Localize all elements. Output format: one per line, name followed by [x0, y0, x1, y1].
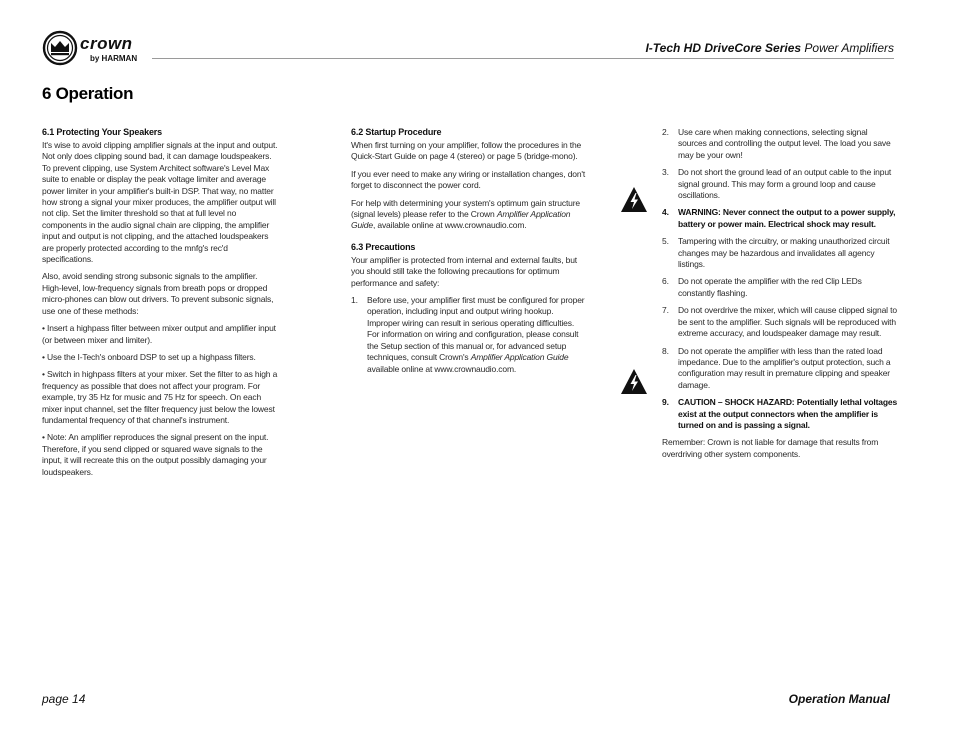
item-text: Do not operate the amplifier with the red Clip LEDs constantly flashing. [678, 276, 862, 298]
item-number: 2. [662, 127, 669, 137]
bullet-item: • Insert a highpass filter between mixer output and amplifier input (or between mixer and limiter). [42, 323, 276, 345]
precaution-item [662, 305, 898, 339]
paragraph: If you ever need to make any wiring or installation changes, don't forget to disconnect the power cord. [351, 168, 586, 191]
item-text: Tampering with the circuitry, or making unauthorized circuit changes may be hazardous and invalidates all agency listings. [678, 236, 890, 270]
manual-title: Operation Manual [788, 692, 890, 706]
item-text [367, 295, 588, 375]
text-run: , available online at www.crownaudio.com. [372, 220, 527, 231]
electric-shock-warning-icon [620, 186, 648, 214]
item-number: 1. [351, 295, 358, 306]
brand-byline: by HARMAN [90, 54, 138, 63]
item-number: 6. [662, 276, 669, 287]
text-run: available online at www.crownaudio.com. [367, 363, 517, 374]
bullet-item: • Switch in highpass filters at your mixer. Set the filter to as high a frequency as possible that does not affect your program. For example, try 35 Hz for music and 75 Hz for speech. On each mixer input channel, set the filter frequency just below the lowest fundamental frequency of that channel's instrument. [42, 369, 278, 425]
item-number: 5. [662, 236, 669, 247]
item-text: Do not short the ground lead of an output cable to the input signal ground. This may form a ground loop and cause oscillations. [678, 167, 892, 201]
item-text: Do not overdrive the mixer, which will cause clipped signal to be sent to the amplifier. Such signals will be reproduced with extreme accuracy, and loudspeaker damage may result. [678, 305, 897, 339]
precaution-item [662, 276, 898, 299]
brand-wordmark: crown [80, 34, 133, 53]
page-number: page 14 [42, 692, 86, 706]
bullet-item: • Note: An amplifier reproduces the signal present on the input. Therefore, if you send clipped or squared wave signals to the input, it will recreate this on the output possibly damaging your loudspeakers. [42, 432, 269, 477]
section-heading: 6.1 Protecting Your Speakers [42, 127, 163, 137]
guide-title: Amplifier Application Guide [351, 209, 571, 231]
item-number: 8. [662, 345, 669, 356]
paragraph: When first turning on your amplifier, follow the procedures in the Quick-Start Guide on page 4 (stereo) or page 5 (bridge-mono). [351, 140, 582, 162]
precaution-item [351, 295, 588, 375]
paragraph: Also, avoid sending strong subsonic signals to the amplifier. High-level, low-frequency signals from breath pops or dropped micro-phones can blow out drivers. To prevent subsonic signals, use one of these methods: [42, 271, 274, 316]
item-text: Use care when making connections, selecting signal sources and controlling the output level. The load you save may be your own! [678, 127, 891, 160]
warning-item [662, 207, 898, 230]
column-startup-precautions [351, 127, 588, 381]
section-heading: 6.3 Precautions [351, 241, 416, 252]
column-precautions-continued [662, 127, 898, 466]
bullet-item: • Use the I-Tech's onboard DSP to set up a highpass filters. [42, 351, 256, 362]
precaution-item [662, 127, 898, 161]
column-protecting-speakers [42, 127, 278, 484]
item-number: 4. [662, 207, 669, 218]
page-title: 6 Operation [42, 84, 134, 103]
section-heading: 6.2 Startup Procedure [351, 127, 442, 137]
precaution-item [662, 167, 898, 201]
header-divider [152, 58, 894, 59]
precaution-item [662, 236, 898, 270]
paragraph [351, 198, 588, 232]
item-text: Do not operate the amplifier with less than the rated load impedance. Due to the amplifier's output protection, such a configuration may result in premature clipping and speaker damage. [678, 345, 891, 390]
precaution-item [662, 346, 898, 392]
series-suffix: Power Amplifiers [801, 41, 894, 55]
caution-item [662, 397, 898, 431]
paragraph: Your amplifier is protected from internal and external faults, but you should still take the following precautions for optimum performance and safety: [351, 254, 578, 288]
guide-title: Amplifier Application Guide [470, 352, 569, 363]
text-run: Before use, your amplifier first must be configured for proper operation, including input and output wiring hookup. Improper wiring can result in serious operating difficulties. For information on wiring and configuration, please consult the Setup section of this manual or, for advanced setup techniques, consult Crown's [367, 295, 585, 363]
item-number: 7. [662, 305, 669, 316]
electric-shock-warning-icon [620, 368, 648, 396]
remember-note: Remember: Crown is not liable for damage that results from overdriving other system components. [662, 437, 879, 459]
item-text: CAUTION – SHOCK HAZARD: Potentially lethal voltages exist at the output connectors when the amplifier is turned on and is passing a signal. [678, 397, 898, 430]
paragraph: It's wise to avoid clipping amplifier signals at the input and output. Not only does clipping sound bad, it can damage loudspeakers. To prevent clipping, use System Architect software's Level Max suite to enable or display the peak voltage limiter and average power limiter in your amplifier's built-in DSP. That way, no matter how strong a signal your mixer produces, the amplifier output will not clip. Set the limiter threshold so that at full level no components in the audio signal chain are clipping, the amplifier input and output is not clipping, and the attached loudspeakers are properly protected according to the mnfg's rec'd specifications. [42, 140, 278, 265]
text-run: For help with determining your system's optimum gain structure (signal levels) please refer to the Crown [351, 197, 580, 220]
series-name: I-Tech HD DriveCore Series [645, 41, 802, 55]
item-text: WARNING: Never connect the output to a power supply, battery or power main. Electrical shock may result. [678, 207, 896, 229]
item-number: 9. [662, 397, 669, 408]
item-number: 3. [662, 167, 669, 178]
header-series-title [645, 41, 894, 55]
